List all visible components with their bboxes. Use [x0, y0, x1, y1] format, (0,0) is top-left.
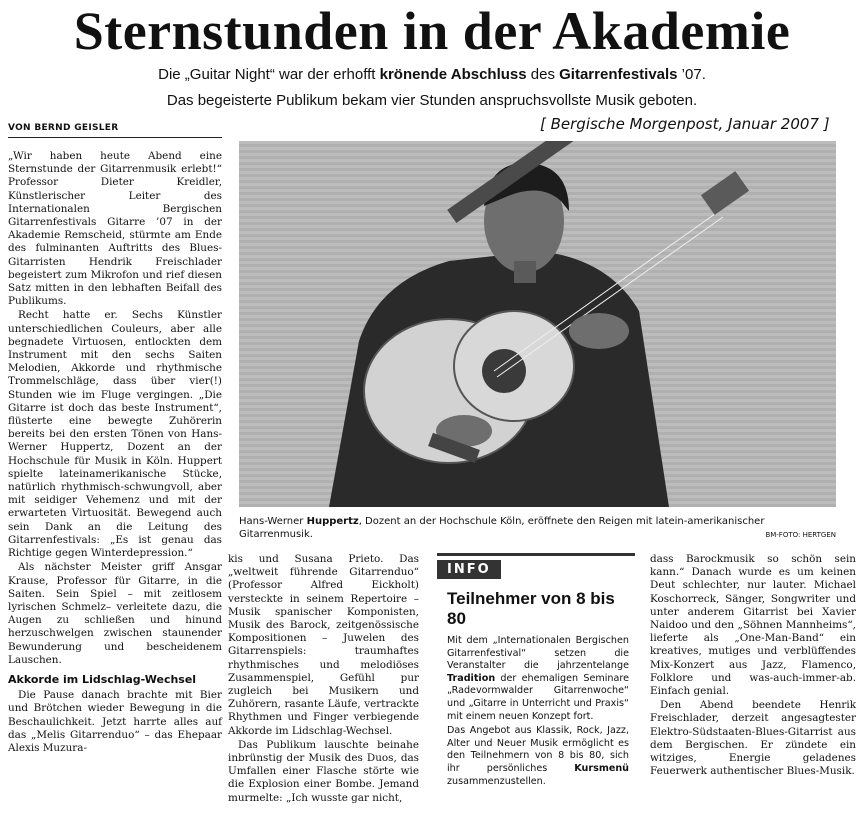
subheadline-2: Das begeisterte Publikum bekam vier Stunden anspruchsvollste Musik geboten. [166, 92, 698, 109]
headline: Sternstunden in der Akademie [73, 1, 791, 61]
byline-rule [8, 137, 222, 138]
source-note: [ Bergische Morgenpost, Januar 2007 ] [540, 115, 830, 133]
photo-caption: Hans-Werner Huppertz, Dozent an der Hochschule Köln, eröffnete den Reigen mit latein-amerikanischer Gitarrenmusik. [239, 516, 765, 540]
guitarist-photo-illustration [239, 141, 836, 507]
info-paragraph: Das Angebot aus Klassik, Rock, Jazz, Alter und Neuer Musik ermöglicht es den Teilnehmern von 8 bis 80, sich ihr persönliches Kursmenü zusammenzustellen. [447, 725, 629, 787]
subheadline-1: Die „Guitar Night“ war der erhofft krönende Abschluss des Gitarrenfestivals ’07. [158, 66, 706, 83]
section-heading: Akkorde im Lidschlag-Wechsel [8, 672, 197, 686]
info-title: Teilnehmer von 8 bis 80 [447, 589, 615, 628]
paragraph: kis und Susana Prieto. Das „weltweit führende Gitarrenduo“ (Professor Alfred Eickholt) versteckte in seinem Repertoire – Musik spanischer Komponisten, Musik des Barock, zeitgenössische Kompositionen – Juwelen des Gitarrenspiels: traumhaftes rhythmisches und melodiöses Zusammenspiel, Gefühl pur zugleich bei Musikern und Zuhörern, rasante Läufe, vertrackte Rhythmen und Finger verbiegende Akkorde im Lidschlag-Wechsel. [228, 553, 419, 737]
paragraph: Die Pause danach brachte mit Bier und Brötchen wieder Bewegung in die Beschaulichkeit. Jetzt harrte alles auf das „Melis Gitarrenduo“ – das Ehepaar Alexis Muzura- [8, 689, 222, 754]
photo-credit: BM-FOTO: HERTGEN [765, 531, 836, 539]
article-column-2 [228, 553, 419, 806]
paragraph: Recht hatte er. Sechs Künstler unterschiedlichen Couleurs, aber alle begnadete Virtuosen, entlockten dem Instrument mit den sechs Saiten Melodien, Akkorde und rhythmische Trommelschläge, dass über vier(!) Stunden wie im Fluge vergingen. „Die Gitarre ist doch das beste Instrument“, flüsterte eine bewegte Zuhörerin bereits bei den ersten Tönen von Hans-Werner Huppertz, Dozent an der Hochschule für Musik in Köln. Huppert spielte lateinamerikanische Stücke, natürlich rhythmisch-schwungvoll, aber mit seidiger Vehemenz und mit der erwarteten Virtuosität. Bewegend auch sein Dank an die Leitung des Gitarrenfestivals: „Es ist genau das Richtige gegen Winterdepression.“ [8, 309, 222, 560]
info-label: INFO [437, 560, 501, 579]
article-column-4 [650, 553, 856, 779]
article-column-1 [8, 150, 222, 756]
paragraph: „Wir haben heute Abend eine Sternstunde der Gitarrenmusik erlebt!“ Professor Dieter Kreidler, Künstlerischer Leiter des Internationalen Bergischen Gitarrenfestivals Gitarre ’07 in der Akademie Remscheid, stürmte am Ende des fulminanten Auftritts des Blues-Gitarristen Hendrik Freischlader begeistert zum Mikrofon und rief diesen Satz mitten in den lebhaften Beifall des Publikums. [8, 150, 222, 308]
guitarist-photo [239, 141, 836, 507]
paragraph: Als nächster Meister griff Ansgar Krause, Professor für Gitarre, in die Saiten. Sein Spiel – mit zeitlosem lyrischen Schmelz– verleitete dazu, die Augen zu schließen und hinund herzuschwelgen zwischen staunender Bewunderung und bescheidenem Lauschen. [8, 561, 222, 666]
byline: VON BERND GEISLER [8, 123, 119, 133]
paragraph: Das Publikum lauschte beinahe inbrünstig der Musik des Duos, das Umfallen einer Flasche störte wie die Explosion einer Bombe. Jemand murmelte: „Ich wusste gar nicht, [228, 738, 419, 804]
paragraph: dass Barockmusik so schön sein kann.“ Danach wurde es um keinen Deut schlechter, nur lauter. Michael Koschorreck, Sänger, Songwriter und unter anderem Gitarrist bei Xavier Naidoo und den „Söhnen Mannheims“, lieferte als „One-Man-Band“ ein kreatives, mutiges und verblüffendes Mix-Konzert aus Jazz, Flamenco, Folklore und was-auch-immer-ab. Einfach genial. [650, 553, 856, 698]
paragraph: Den Abend beendete Henrik Freischlader, derzeit angesagtester Elektro-Südstaaten-Blues-Gitarrist aus dem Bergischen. Er zündete ein witziges, Energie geladenes Feuerwerk authentischer Blues-Musik. [650, 699, 856, 778]
info-paragraph: Mit dem „Internationalen Bergischen Gitarrenfestival“ setzen die Veranstalter die jahrzentelange Tradition der ehemaligen Seminare „Radevormwalder Gitarrenwoche“ und „Gitarre in Unterricht und Praxis“ mit einem neuen Konzept fort. [447, 635, 629, 722]
info-box [437, 553, 635, 808]
info-body [447, 635, 629, 788]
